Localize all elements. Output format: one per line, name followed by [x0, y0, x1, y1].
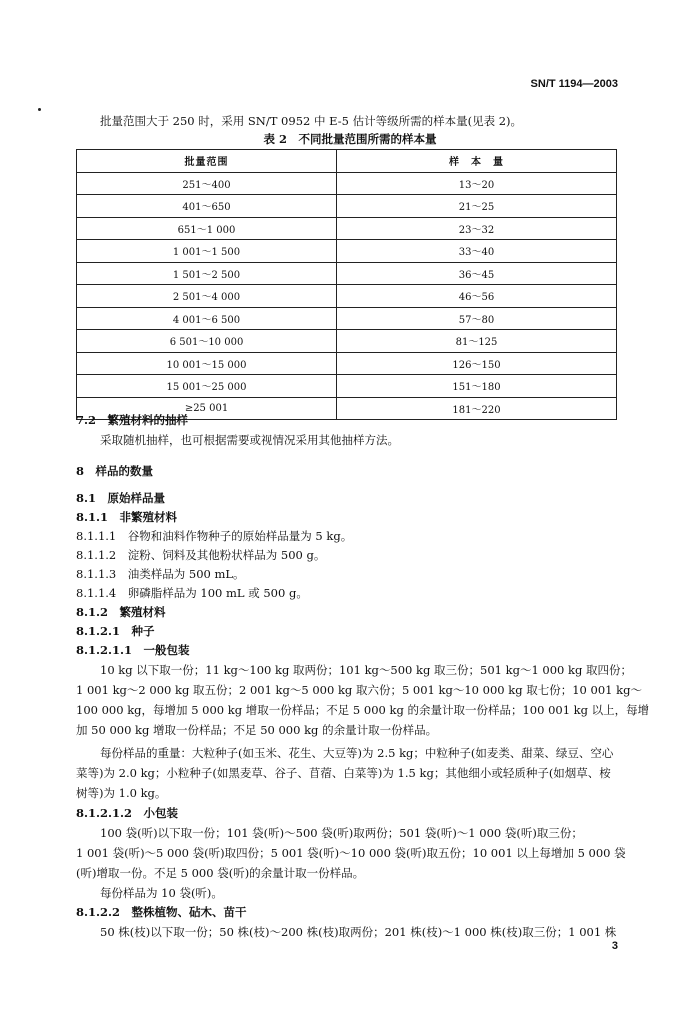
paragraph-line: 菜等)为 2.0 kg；小粒种子(如黑麦草、谷子、苜蓿、白菜等)为 1.5 kg；其他细小或轻质种子(如烟草、桉	[76, 766, 611, 780]
paragraph-line: 1 001 kg～2 000 kg 取五份；2 001 kg～5 000 kg 取六份；5 001 kg～10 000 kg 取七份；10 001 kg～	[76, 683, 642, 697]
sample-size-cell: 181～220	[337, 397, 617, 420]
standard-code: SN/T 1194—2003	[530, 78, 618, 90]
section-8-1-2-1-2-heading: 8.1.2.1.2 小包装	[76, 806, 179, 820]
table-header-row	[77, 150, 617, 173]
table-row	[77, 195, 617, 218]
section-7-2-text: 采取随机抽样，也可根据需要或视情况采用其他抽样方法。	[100, 433, 399, 447]
sample-size-table	[76, 149, 617, 420]
batch-range-cell: 1 501～2 500	[77, 262, 337, 285]
batch-range-cell: 10 001～15 000	[77, 352, 337, 375]
paragraph-line: 加 50 000 kg 增取一份样品；不足 50 000 kg 的余量计取一份样品。	[76, 723, 438, 737]
table-row	[77, 240, 617, 263]
section-8-1-2-1-1-heading: 8.1.2.1.1 一般包装	[76, 643, 190, 657]
sample-size-cell: 57～80	[337, 307, 617, 330]
table-row	[77, 307, 617, 330]
item-8-1-1-2: 8.1.1.2 淀粉、饲料及其他粉状样品为 500 g。	[76, 548, 326, 562]
paragraph-line: 每份样品为 10 袋(听)。	[100, 886, 223, 900]
paragraph-line: 100 000 kg，每增加 5 000 kg 增取一份样品；不足 5 000 kg 的余量计取一份样品；100 001 kg 以上，每增	[76, 703, 650, 717]
sample-size-cell: 21～25	[337, 195, 617, 218]
item-8-1-1-4: 8.1.1.4 卵磷脂样品为 100 mL 或 500 g。	[76, 586, 308, 600]
section-8-1-2-1-heading: 8.1.2.1 种子	[76, 624, 155, 638]
sample-size-cell: 13～20	[337, 172, 617, 195]
scan-speck	[38, 108, 41, 111]
sample-size-cell: 23～32	[337, 217, 617, 240]
paragraph-line: 1 001 袋(听)～5 000 袋(听)取四份；5 001 袋(听)～10 000 袋(听)取五份；10 001 以上每增加 5 000 袋	[76, 846, 626, 860]
paragraph-line: 10 kg 以下取一份；11 kg～100 kg 取两份；101 kg～500 kg 取三份；501 kg～1 000 kg 取四份；	[100, 663, 633, 677]
sample-size-cell: 126～150	[337, 352, 617, 375]
intro-text: 批量范围大于 250 时，采用 SN/T 0952 中 E-5 估计等级所需的样本量(见表 2)。	[100, 114, 523, 128]
table-row	[77, 352, 617, 375]
table-row	[77, 285, 617, 308]
table-caption: 表 2 不同批量范围所需的样本量	[263, 132, 437, 146]
paragraph-line: 50 株(枝)以下取一份；50 株(枝)～200 株(枝)取两份；201 株(枝)～1 000 株(枝)取三份；1 001 株	[100, 925, 617, 939]
batch-range-cell: 1 001～1 500	[77, 240, 337, 263]
table-row	[77, 262, 617, 285]
header-batch-range: 批量范围	[77, 150, 337, 173]
sample-size-cell: 46～56	[337, 285, 617, 308]
section-8-1-2-heading: 8.1.2 繁殖材料	[76, 605, 166, 619]
batch-range-cell: ≥25 001	[77, 397, 337, 420]
section-8-heading: 8 样品的数量	[76, 464, 154, 478]
batch-range-cell: 401～650	[77, 195, 337, 218]
section-8-1-heading: 8.1 原始样品量	[76, 491, 166, 505]
batch-range-cell: 251～400	[77, 172, 337, 195]
sample-size-cell: 151～180	[337, 375, 617, 398]
page-number: 3	[611, 940, 618, 952]
batch-range-cell: 2 501～4 000	[77, 285, 337, 308]
table-row	[77, 172, 617, 195]
section-8-1-1-heading: 8.1.1 非繁殖材料	[76, 510, 178, 524]
batch-range-cell: 6 501～10 000	[77, 330, 337, 353]
paragraph-line: 每份样品的重量：大粒种子(如玉米、花生、大豆等)为 2.5 kg；中粒种子(如麦类、甜菜、绿豆、空心	[100, 746, 614, 760]
table-row	[77, 330, 617, 353]
paragraph-line: (听)增取一份。不足 5 000 袋(听)的余量计取一份样品。	[76, 866, 365, 880]
section-7-2-heading: 7.2 繁殖材料的抽样	[76, 413, 189, 427]
header-sample-size: 样 本 量	[337, 150, 617, 173]
sample-size-cell: 33～40	[337, 240, 617, 263]
sample-size-cell: 81～125	[337, 330, 617, 353]
batch-range-cell: 651～1 000	[77, 217, 337, 240]
batch-range-cell: 4 001～6 500	[77, 307, 337, 330]
section-8-1-2-2-heading: 8.1.2.2 整株植物、砧木、苗干	[76, 905, 247, 919]
item-8-1-1-1: 8.1.1.1 谷物和油料作物种子的原始样品量为 5 kg。	[76, 529, 353, 543]
paragraph-line: 树等)为 1.0 kg。	[76, 786, 167, 800]
table-row	[77, 217, 617, 240]
table-row	[77, 375, 617, 398]
paragraph-line: 100 袋(听)以下取一份；101 袋(听)～500 袋(听)取两份；501 袋(听)～1 000 袋(听)取三份；	[100, 826, 583, 840]
sample-size-cell: 36～45	[337, 262, 617, 285]
item-8-1-1-3: 8.1.1.3 油类样品为 500 mL。	[76, 567, 245, 581]
batch-range-cell: 15 001～25 000	[77, 375, 337, 398]
